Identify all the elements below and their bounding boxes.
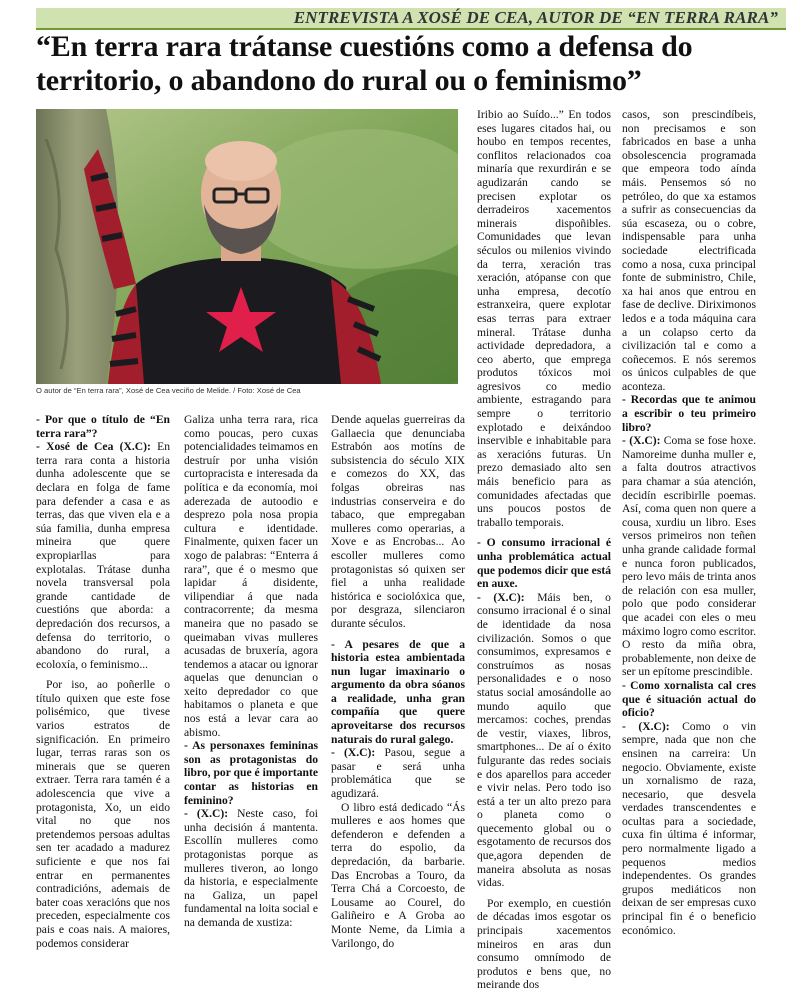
speaker: - (X.C): — [622, 434, 661, 448]
answer — [622, 434, 756, 679]
answer-text: Máis ben, o consumo irracional é o sinal de identidade da nosa civilización. Somos o que consumimos, expresamos e construímos as nosas personalidades e o noso status social amosándolle ao mundo aquilo que mercamos: coches, prendas de vestir, viaxes, libros, smartphones... De aí o éxito fulgurante das redes sociais e dos aparellos para acceder e vivir nelas. Pero todo iso está a ter un alto prezo para o planeta como o quecemento global ou o esgotamento de recursos dos que,agora dependen de maneira absoluta as nosas vidas. — [477, 590, 611, 890]
answer — [36, 440, 170, 671]
article-column-3 — [331, 413, 465, 950]
headline: “En terra rara trátanse cuestións como a defensa do territorio, o abandono do rural ou o feminismo” — [36, 30, 693, 97]
speaker: - (X.C): — [477, 590, 525, 604]
answer-text: Neste caso, foi unha decisión á mantenta. Escollín mulleres como protagonistas porque as mulleres tiveron, ao longo da historia, e especialmente na Galiza, un papel fundamental na loita social e na demanda de xustiza: — [184, 807, 318, 929]
answer-text: Pasou, segue a pasar e será unha problemática que se agudizará. — [331, 746, 465, 801]
paragraph: O libro está dedicado “Ás mulleres e aos homes que defenderon e defenden a terra do espolio, da depredación, da barbarie. Das Encrobas a Touro, da Terra Chá a Corcoesto, de Lousame ao Courel, do Galiñeiro e A Groba ao Monte Neme, da Limia a Varilongo, do — [331, 800, 465, 950]
kicker-title: ENTREVISTA A XOSÉ DE CEA, AUTOR DE “EN TERRA RARA” — [293, 8, 778, 27]
question: - Como xornalista cal cres que é situación actual do oficio? — [622, 678, 756, 720]
answer — [184, 807, 318, 929]
author-photo — [36, 109, 458, 384]
speaker: - (X.C): — [184, 807, 229, 821]
question: - A pesares de que a historia estea ambientada nun lugar imaxinario o argumento da obra sóanos a realidade, unha gran compañía que quere aproveitarse dos recursos naturais do rural galego. — [331, 637, 465, 746]
article-column-5 — [622, 108, 756, 937]
article-column-2 — [184, 413, 318, 930]
paragraph: Por exemplo, en cuestión de décadas imos esgotar os principais xacementos mineiros en aras dun consumo omnímodo de produtos e bens que, no meirande dos — [477, 896, 611, 992]
question: - O consumo irracional é unha problemática actual que podemos dicir que está en auxe. — [477, 536, 611, 591]
speaker: - (X.C): — [622, 719, 670, 733]
answer-text: Como o vin sempre, nada que non che ensinen na carreira: Un negocio. Obviamente, existe un xornalismo de raza, necesario, que desvela verdades transcendentes e ocultas para a sociedade, cuxa fin última é informar, pero normalmente ligado a pequenos medios independentes. Os grandes grupos mediáticos non deixan de ser empresas cuxo principal fin é o beneficio económico. — [622, 719, 756, 937]
speaker: - (X.C): — [331, 746, 376, 760]
question: - Por que o título de “En terra rara”? — [36, 413, 170, 440]
article-column-1 — [36, 413, 170, 950]
answer — [331, 746, 465, 800]
author-photo-illustration — [36, 109, 458, 384]
answer — [477, 591, 611, 890]
photo-caption: O autor de “En terra rara”, Xosé de Cea veciño de Melide. / Foto: Xosé de Cea — [36, 386, 301, 395]
paragraph: casos, son prescindíbeis, non precisamos e son fabricados en base a unha obsolescencia programada que empeora todo aínda máis. Pensemos só no petróleo, do que xa estamos a sufrir as consecuencias da súa escaseza, ou o cobre, indispensable para unha sociedade electrificada como a nosa, cuxa principal fonte de subministro, Chile, xa hai anos que entrou en fase de declive. Diriximonos ledos e a toda máquina cara a un colapso certo da civilización tal e como a coñecemos. E nós seremos os únicos culpables de que aconteza. — [622, 108, 756, 393]
paragraph: Por iso, ao poñerlle o título quixen que este fose polisémico, que tivese varios estratos de significación. En primeiro lugar, terras raras son os minerais que se queren extraer. Terra rara tamén é a adolescencia que vive a protagonista, Xo, un eido vital no que nos pretendemos persoas adultas sen ter acadado a madurez suficiente e que nos fai entrar en permanentes contradicións, ademais de bater coas xeracións que nos preceden, especialmente cos pais e coas nais. A maiores, podemos considerar — [36, 678, 170, 950]
paragraph: Dende aquelas guerreiras da Gallaecia que denunciaba Estrabón aos motíns de subsistencia do século XIX e comezos do XX, das folgas obreiras nas industrias conserveira e do tabaco, que empregaban mulleres como operarias, a Xove e as Encrobas... Ao escoller mulleres como protagonistas só quixen ser fiel a unha realidade histórica e sociolóxica que, por desgraza, silenciaron durante séculos. — [331, 413, 465, 630]
answer-text: En terra rara conta a historia dunha adolescente que se declara en folga de fame para defender a casa e as terras, das que viven ela e a súa familia, dunha empresa mineira que quere expropiarllas para explotalas. Trátase dunha novela transversal pola grande cantidade de cuestións que aborda: a depredación dos recursos, a defensa do territorio, o abandono do rural, a ecoloxía, o feminismo... — [36, 440, 170, 671]
speaker: - Xosé de Cea (X.C): — [36, 440, 151, 454]
question: - Recordas que te animou a escribir o teu primeiro libro? — [622, 393, 756, 434]
paragraph: Iribio ao Suído...” En todos eses lugares citados hai, ou houbo en tempos recentes, conflitos relacionados coa minaría que rexurdirán e se agudizarán cando se precisen explotar os derradeiros xacementos minerais dispoñibles. Comunidades que levan séculos ou milenios vivindo da terra, xeración tras xeración, atópanse con que unha empresa, decotío estranxeira, quere explotar esas terras para extraer mineral. Trátase dunha actividade depredadora, a ceo aberto, que emprega produtos tóxicos moi agresivos co medio ambiente, estragando para sempre o territorio explotado e deixándoo inservible e inhabitable para as xeracións futuras. Un prezo demasiado alto sen máis beneficio para as comunidades afectadas que uns poucos postos de traballo temporais. — [477, 108, 611, 529]
answer — [622, 720, 756, 938]
paragraph: Galiza unha terra rara, rica como poucas, pero cuxas potencialidades teimamos en destruír por unha visión curtopracista e interesada da política e da economía, moi aderezada de autoodio e desprezo pola nosa propia cultura e identidade. Finalmente, quixen facer un xogo de palabras: “Enterra á rara”, que é o mesmo que lapidar á disidente, vilipendiar á que nada contracorrente; da mesma maneira que no pasado se queimaban vivas mulleres acusadas de bruxería, agora tendemos a atacar ou ignorar aquelas que denuncian o xeito depredador co que habitamos o planeta e que nos está a levar cara ao abismo. — [184, 413, 318, 739]
answer-text: Coma se fose hoxe. Namoreime dunha muller e, a falta doutros atractivos para chamar a súa atención, decidín escribirlle poemas. Así, coma quen non quere a cousa, xurdiu un libro. Eses versos primeiros non teñen unha grande calidade formal e nunca foron publicados, pero levo máis de trinta anos de relación con esa muller, polo que podo considerar que acadei con eles o meu máximo logro como escritor. O resto da miña obra, probablemente, non deixe de ser un epítome prescindible. — [622, 434, 756, 679]
section-band — [36, 8, 786, 30]
article-column-4 — [477, 108, 611, 992]
question: - As personaxes femininas son as protagonistas do libro, por que é importante contar as historias en feminino? — [184, 739, 318, 807]
